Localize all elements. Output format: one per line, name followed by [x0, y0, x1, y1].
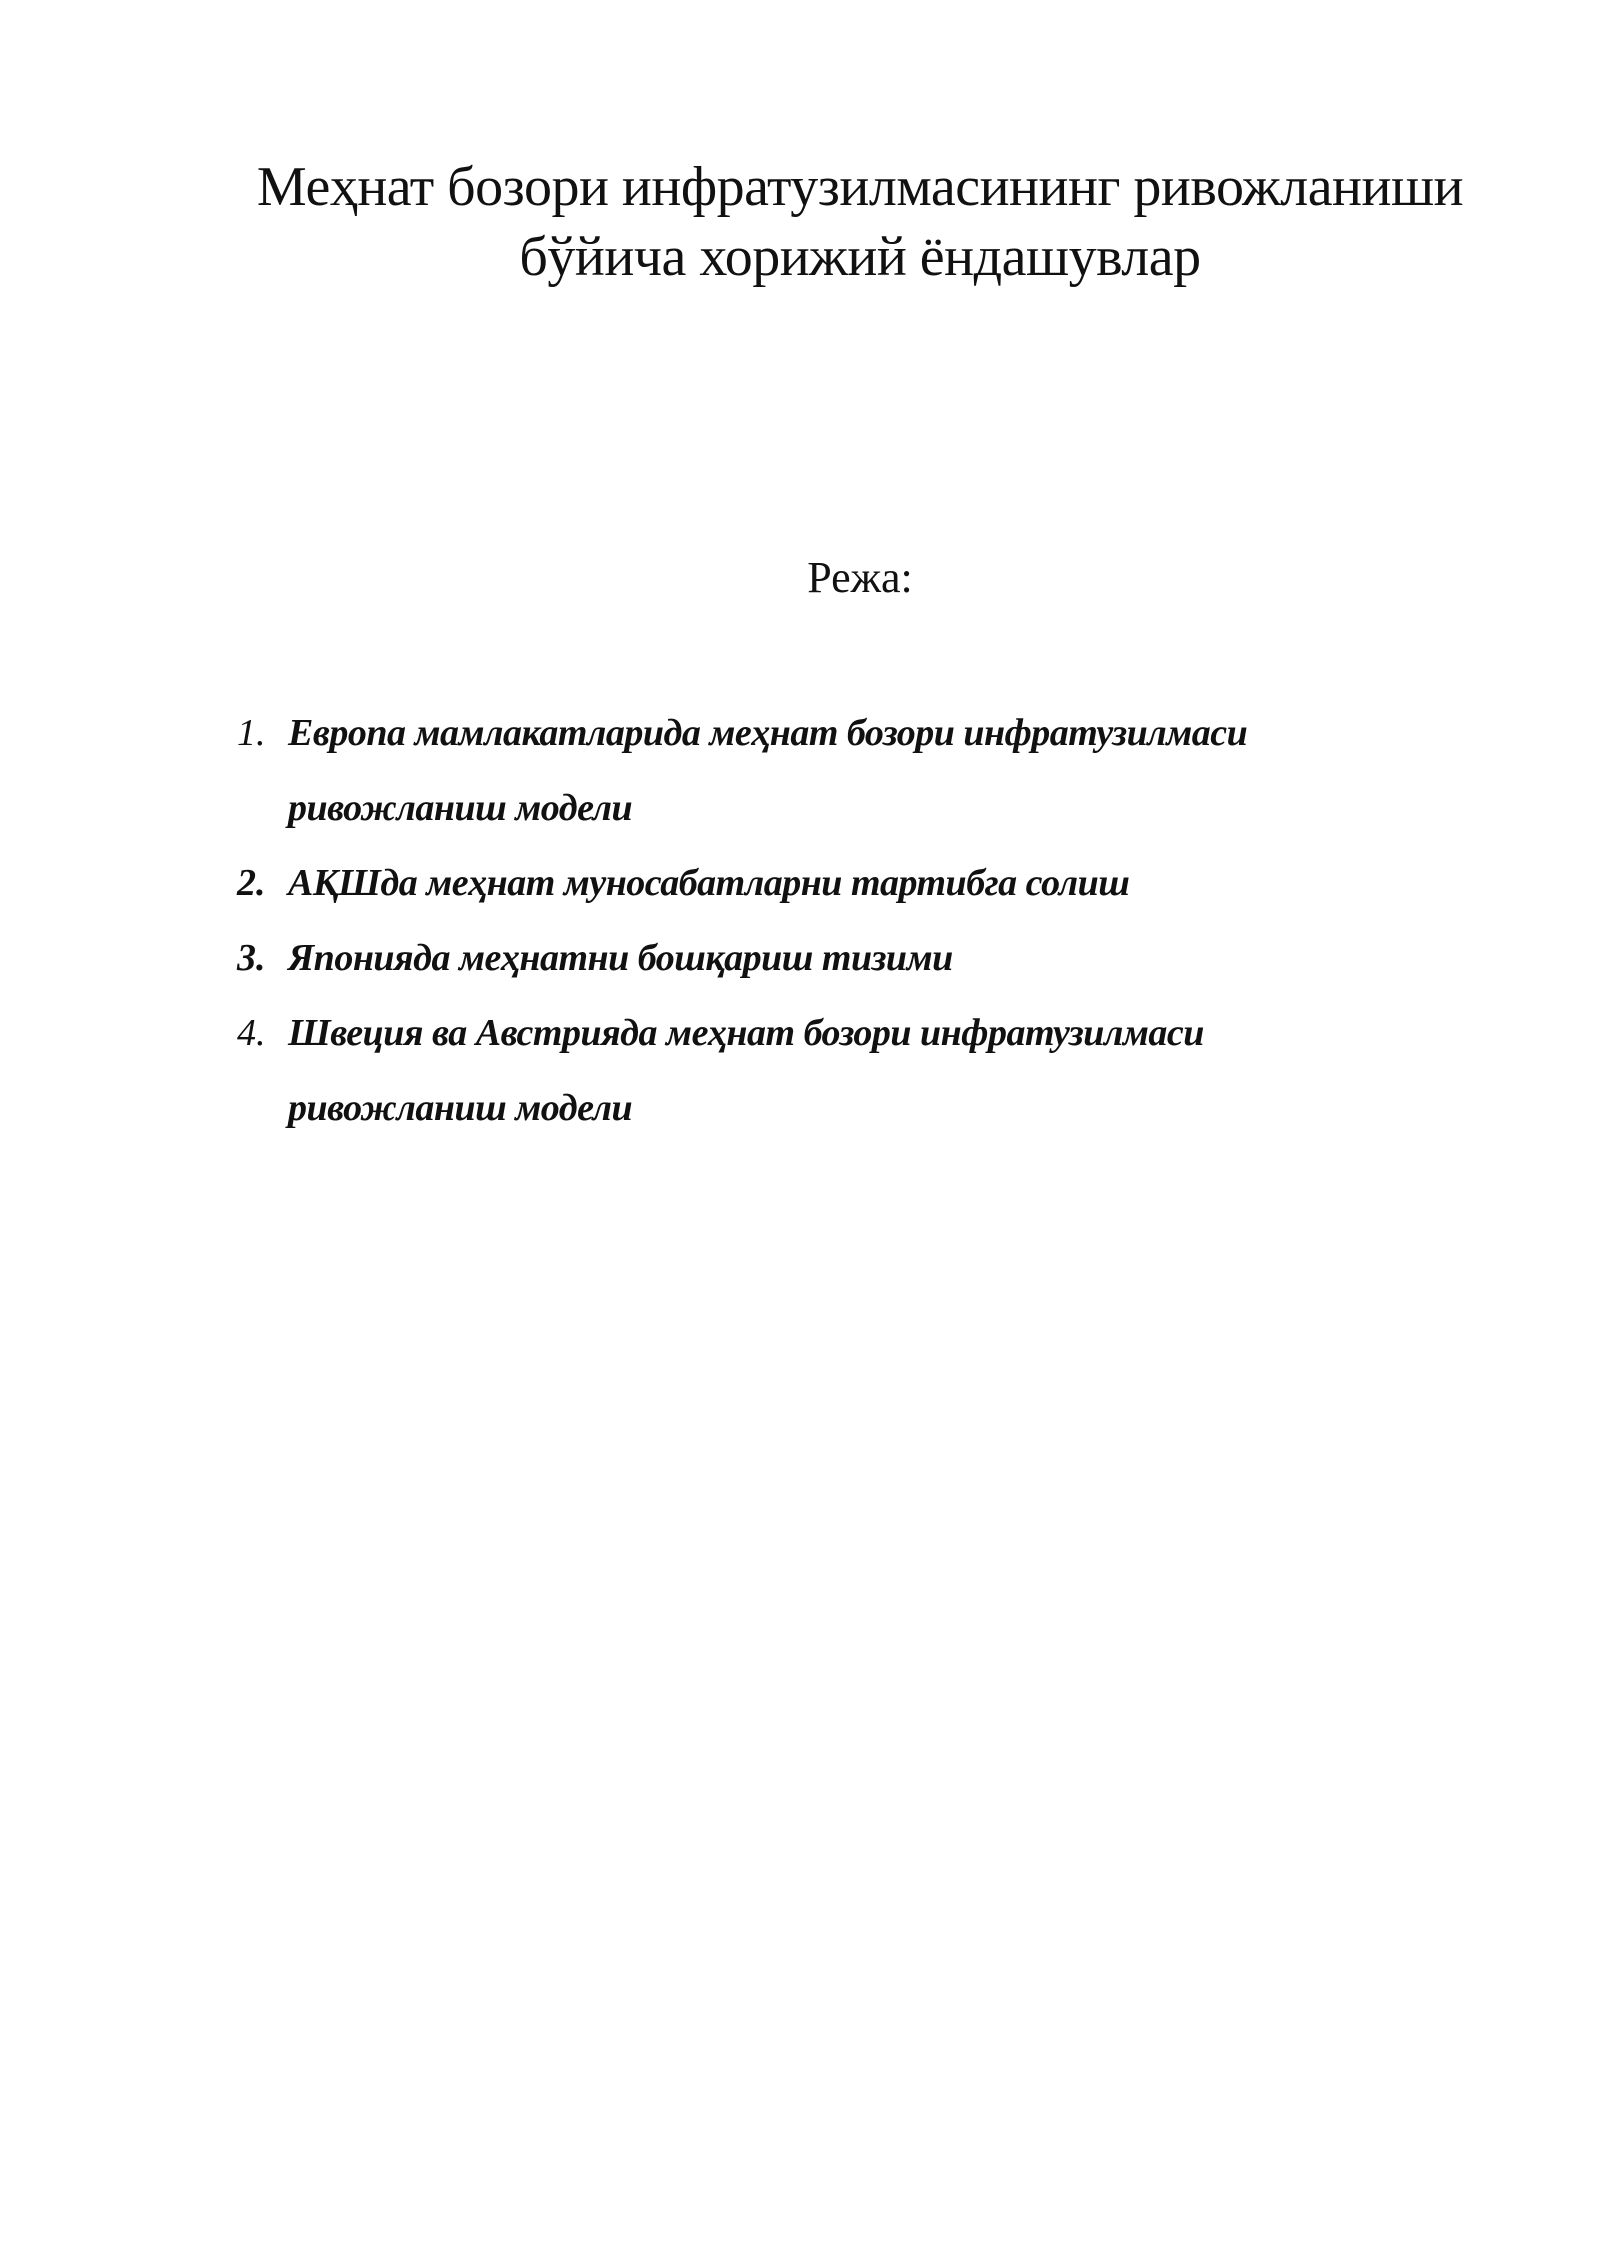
plan-item-number: 3. [237, 937, 266, 979]
plan-item-4 [0, 996, 1600, 1146]
plan-item-text: Европа мамлакатларида меҳнат бозори инфратузилмаси ривожланиш модели [288, 712, 1248, 829]
plan-item-number: 4. [237, 1012, 266, 1054]
document-title [200, 152, 1520, 292]
document-title-line-2: бўйича хорижий ёндашувлар [519, 226, 1201, 288]
plan-list [0, 696, 1600, 1146]
plan-item-text: Швеция ва Австрияда меҳнат бозори инфратузилмаси ривожланиш модели [288, 1012, 1204, 1129]
plan-item-1 [0, 696, 1600, 846]
plan-item-number: 1. [237, 712, 266, 754]
plan-item-2 [0, 846, 1600, 921]
plan-heading: Режа: [807, 553, 913, 602]
plan-item-text: АҚШда меҳнат муносабатларни тартибга солиш [288, 862, 1130, 904]
plan-item-number: 2. [237, 862, 266, 904]
plan-item-3 [0, 921, 1600, 996]
document-title-line-1: Меҳнат бозори инфратузилмасининг ривожланиши [256, 156, 1464, 218]
plan-item-text: Японияда меҳнатни бошқариш тизими [288, 937, 953, 979]
